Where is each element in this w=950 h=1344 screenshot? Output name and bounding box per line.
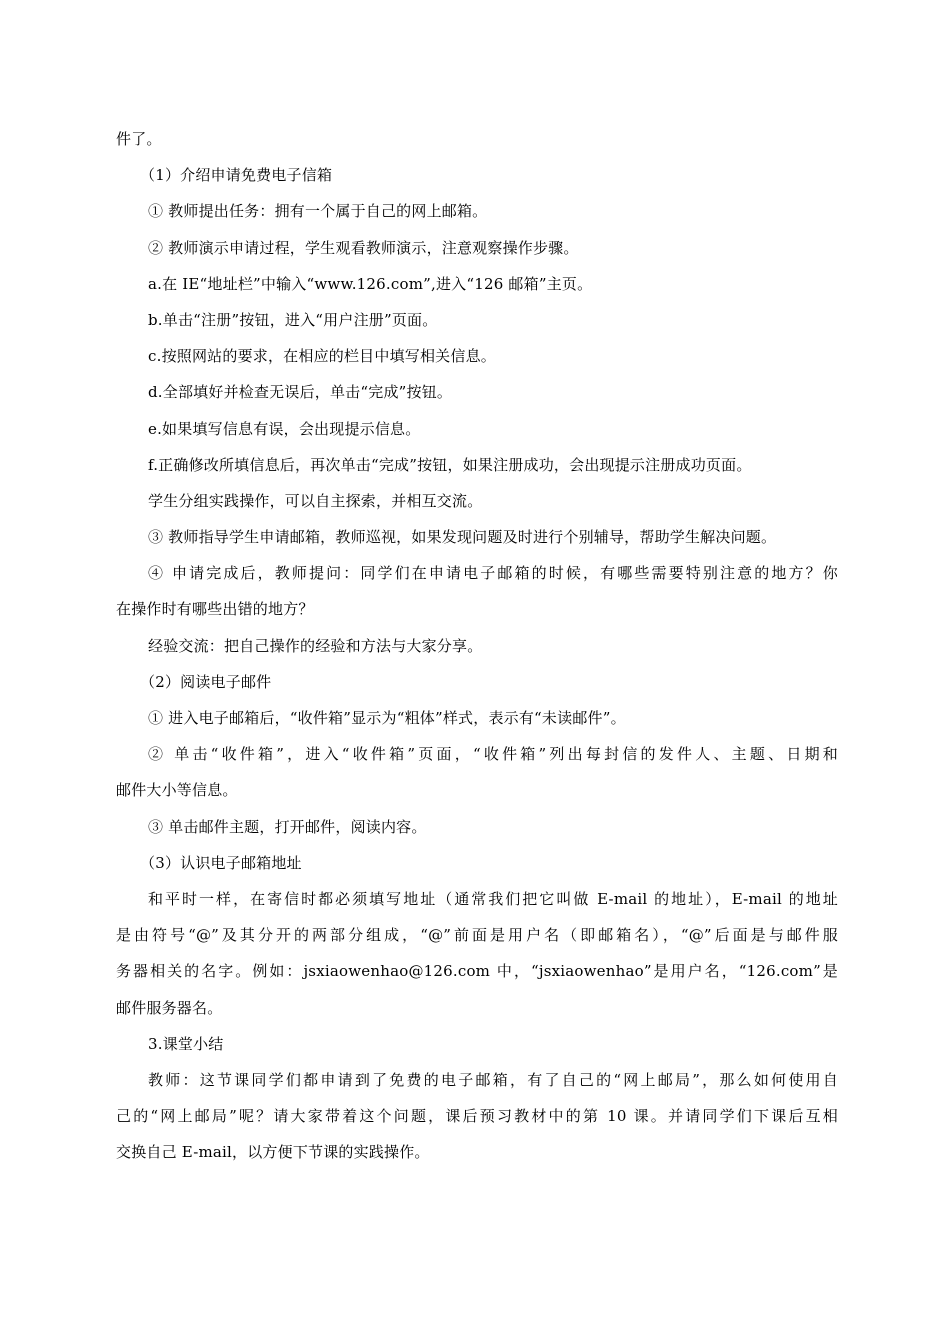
text-line: e.如果填写信息有误，会出现提示信息。 bbox=[148, 419, 421, 438]
text-line: 件了。 bbox=[116, 130, 162, 148]
text-line: 邮件大小等信息。 bbox=[116, 781, 238, 800]
text-line: b.单击“注册”按钮，进入“用户注册”页面。 bbox=[148, 310, 438, 329]
text-line: f.正确修改所填信息后，再次单击“完成”按钮，如果注册成功，会出现提示注册成功页面。 bbox=[148, 455, 752, 474]
text-line: c.按照网站的要求，在相应的栏目中填写相关信息。 bbox=[148, 347, 496, 366]
text-line: 邮件服务器名。 bbox=[116, 998, 223, 1017]
text-line: 和平时一样，在寄信时都必须填写地址（通常我们把它叫做 E-mail 的地址），E-mail 的地址 bbox=[148, 889, 838, 908]
text-line: 是由符号“@”及其分开的两部分组成，“@”前面是用户名（即邮箱名），“@”后面是与邮件服 bbox=[116, 926, 838, 945]
section-heading: （1）介绍申请免费电子信箱 bbox=[140, 166, 333, 185]
text-line: 在操作时有哪些出错的地方？ bbox=[116, 600, 314, 619]
text-line: ① 进入电子邮箱后，“收件箱”显示为“粗体”样式，表示有“未读邮件”。 bbox=[148, 709, 626, 727]
text-line: ④ 申请完成后，教师提问：同学们在申请电子邮箱的时候，有哪些需要特别注意的地方？你 bbox=[148, 564, 838, 583]
text-line: ① 教师提出任务：拥有一个属于自己的网上邮箱。 bbox=[148, 202, 488, 221]
text-line: 己的“网上邮局”呢？请大家带着这个问题，课后预习教材中的第 10 课。并请同学们下课后互相 bbox=[116, 1107, 838, 1126]
text-line: 教师：这节课同学们都申请到了免费的电子邮箱，有了自己的“网上邮局”，那么如何使用自 bbox=[148, 1070, 838, 1089]
text-line: 学生分组实践操作，可以自主探索，并相互交流。 bbox=[148, 491, 483, 510]
text-line: ③ 教师指导学生申请邮箱，教师巡视，如果发现问题及时进行个别辅导，帮助学生解决问题。 bbox=[148, 528, 777, 547]
text-line: ③ 单击邮件主题，打开邮件，阅读内容。 bbox=[148, 817, 427, 836]
document-body bbox=[116, 121, 838, 1170]
text-line: a.在 IE“地址栏”中输入“www.126.com”,进入“126 邮箱”主页。 bbox=[148, 274, 593, 293]
section-heading: （2）阅读电子邮件 bbox=[140, 672, 272, 691]
text-line: 经验交流：把自己操作的经验和方法与大家分享。 bbox=[148, 636, 483, 655]
text-line: d.全部填好并检查无误后，单击“完成”按钮。 bbox=[148, 383, 453, 402]
text-line: 务器相关的名字。例如：jsxiaowenhao@126.com 中，“jsxiaowenhao”是用户名，“126.com”是 bbox=[116, 962, 838, 981]
text-line: ② 单击“收件箱”，进入“收件箱”页面，“收件箱”列出每封信的发件人、主题、日期和 bbox=[148, 745, 838, 764]
section-heading: （3）认识电子邮箱地址 bbox=[140, 853, 302, 872]
text-line: 交换自己 E-mail，以方便下节课的实践操作。 bbox=[116, 1143, 430, 1162]
section-heading: 3.课堂小结 bbox=[148, 1034, 224, 1053]
text-line: ② 教师演示申请过程，学生观看教师演示，注意观察操作步骤。 bbox=[148, 238, 579, 257]
